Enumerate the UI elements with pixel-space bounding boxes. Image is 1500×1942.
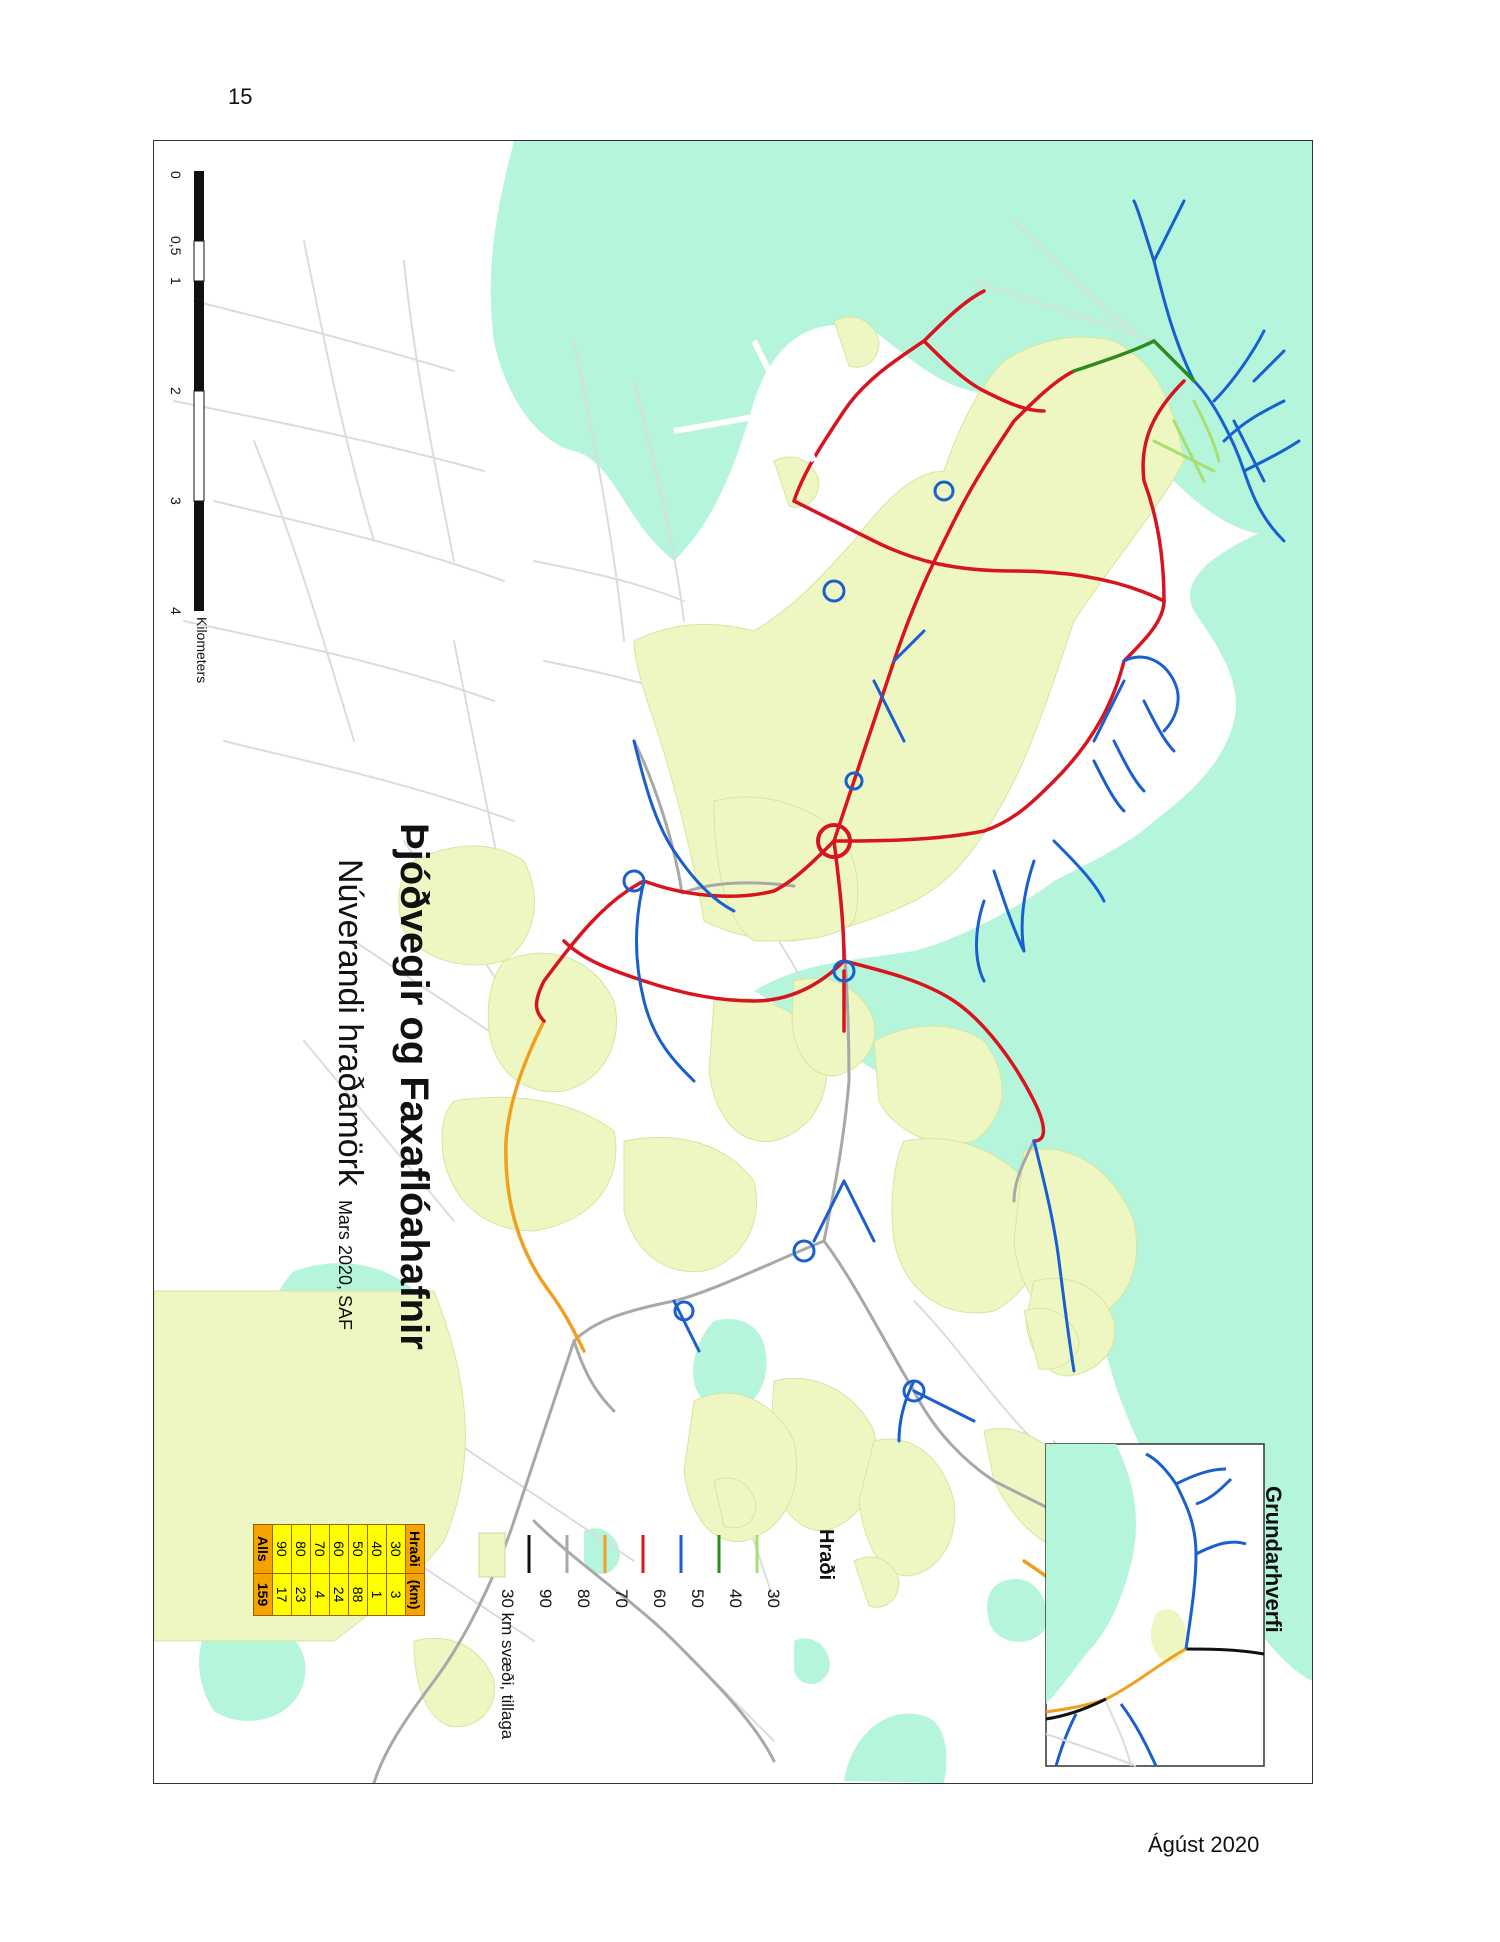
table-total-value: 159 xyxy=(254,1573,273,1616)
legend-label-70: 70 xyxy=(612,1589,631,1608)
table-cell: 60 xyxy=(330,1525,349,1574)
inset-map xyxy=(1046,1444,1264,1766)
scale-tick-0-5: 0,5 xyxy=(168,236,184,256)
page-number: 15 xyxy=(228,84,253,109)
scale-unit: Kilometers xyxy=(194,617,210,684)
table-cell: 80 xyxy=(292,1525,311,1574)
table-cell: 17 xyxy=(273,1573,292,1616)
legend-label-80: 80 xyxy=(574,1589,593,1608)
legend-swatch-zone xyxy=(479,1533,505,1577)
table-cell: 23 xyxy=(292,1573,311,1616)
table-cell: 4 xyxy=(311,1573,330,1616)
table-cell: 50 xyxy=(349,1525,368,1574)
legend-label-30: 30 xyxy=(764,1589,783,1608)
table-row xyxy=(368,1525,387,1616)
map-frame xyxy=(153,140,1313,1784)
scale-bar xyxy=(194,171,204,611)
legend-label-50: 50 xyxy=(688,1589,707,1608)
speed-stats-table xyxy=(253,1524,425,1616)
table-total-row xyxy=(254,1525,273,1616)
map-title: Þjóðvegir og Faxaflóahafnir xyxy=(392,823,436,1350)
map-subtitle xyxy=(330,859,369,1330)
table-row xyxy=(273,1525,292,1616)
legend-label-40: 40 xyxy=(726,1589,745,1608)
table-header: Hraði xyxy=(406,1525,425,1574)
legend-label-90: 90 xyxy=(536,1589,555,1608)
inset-title: Grundarhverfi xyxy=(1261,1486,1286,1633)
table-total-label: Alls xyxy=(254,1525,273,1574)
table-cell: 30 xyxy=(387,1525,406,1574)
table-row xyxy=(292,1525,311,1616)
table-header-row xyxy=(406,1525,425,1616)
table-cell: 70 xyxy=(311,1525,330,1574)
scale-tick-2: 2 xyxy=(168,387,184,395)
table-cell: 40 xyxy=(368,1525,387,1574)
table-cell: 88 xyxy=(349,1573,368,1616)
table-row xyxy=(330,1525,349,1616)
scale-tick-0: 0 xyxy=(168,171,184,179)
table-cell: 3 xyxy=(387,1573,406,1616)
legend-title: Hraði xyxy=(815,1529,837,1581)
scale-tick-3: 3 xyxy=(168,497,184,505)
map-subtitle-text: Núverandi hraðamörk xyxy=(331,859,369,1186)
table-cell: 1 xyxy=(368,1573,387,1616)
legend-zone-label: 30 km svæði, tillaga xyxy=(498,1589,517,1740)
table-cell: 90 xyxy=(273,1525,292,1574)
table-row xyxy=(349,1525,368,1616)
table-header: (km) xyxy=(406,1573,425,1616)
footer-date: Ágúst 2020 xyxy=(1148,1832,1260,1857)
legend-label-60: 60 xyxy=(650,1589,669,1608)
map-credit: Mars 2020, SAF xyxy=(335,1199,355,1330)
stats-table-wrapper xyxy=(253,1524,425,1616)
scale-tick-1: 1 xyxy=(168,277,184,285)
scale-tick-4: 4 xyxy=(168,607,184,615)
table-cell: 24 xyxy=(330,1573,349,1616)
table-row xyxy=(387,1525,406,1616)
table-row xyxy=(311,1525,330,1616)
